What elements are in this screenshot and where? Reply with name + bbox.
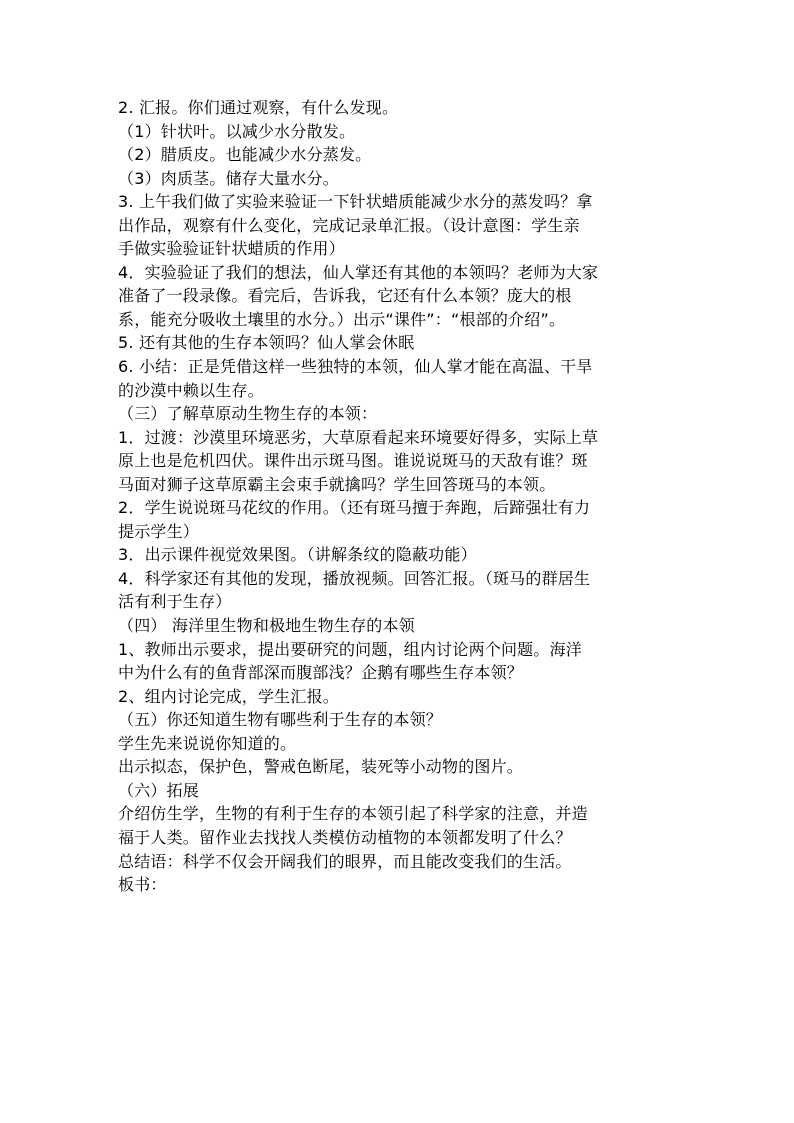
text-line: 6. 小结：正是凭借这样一些独特的本领，仙人掌才能在高温、干旱 — [118, 357, 593, 377]
section-heading: （四） 海洋里生物和极地生物生存的本领 — [118, 616, 415, 636]
text-line: 2．学生说说斑马花纹的作用。（还有斑马擅于奔跑，后蹄强壮有力 — [118, 498, 591, 518]
document-page — [118, 96, 678, 897]
text-line: 4．实验验证了我们的想法，仙人掌还有其他的本领吗？老师为大家 — [118, 262, 599, 282]
text-line: 马面对狮子这草原霸主会束手就擒吗？学生回答斑马的本领。 — [118, 474, 556, 494]
text-line: 提示学生） — [118, 521, 200, 541]
text-line: 2、组内讨论完成，学生汇报。 — [118, 686, 339, 706]
text-line: 准备了一段录像。看完后，告诉我，它还有什么本领？庞大的根 — [118, 286, 572, 306]
text-line: 原上也是危机四伏。课件出示斑马图。谁说说斑马的天敌有谁？斑 — [118, 451, 588, 471]
text-line: 5. 还有其他的生存本领吗？仙人掌会休眠 — [118, 333, 415, 353]
text-line: 1、教师出示要求，提出要研究的问题，组内讨论两个问题。海洋 — [118, 639, 582, 659]
text-line: （2）腊质皮。也能减少水分蒸发。 — [118, 145, 372, 165]
section-heading: （六）拓展 — [118, 780, 200, 800]
text-line: 总结语：科学不仅会开阔我们的眼界，而且能改变我们的生活。 — [118, 851, 572, 871]
text-line: 4．科学家还有其他的发现，播放视频。回答汇报。（斑马的群居生 — [118, 568, 591, 588]
text-line: 3. 上午我们做了实验来验证一下针状蜡质能减少水分的蒸发吗？拿 — [118, 192, 593, 212]
section-heading: （五）你还知道生物有哪些利于生存的本领？ — [118, 710, 443, 730]
text-line: 2. 汇报。你们通过观察，有什么发现。 — [118, 98, 399, 117]
text-line: 手做实验验证针状蜡质的作用） — [118, 239, 345, 259]
text-line: 板书： — [118, 875, 167, 895]
text-line: 3．出示课件视觉效果图。（讲解条纹的隐蔽功能） — [118, 545, 477, 565]
text-line: 出示拟态，保护色，警戒色断尾，装死等小动物的图片。 — [118, 757, 524, 777]
text-line: 的沙漠中赖以生存。 — [118, 380, 264, 400]
text-line: 出作品，观察有什么变化，完成记录单汇报。（设计意图：学生亲 — [118, 215, 580, 235]
text-line: （3）肉质茎。储存大量水分。 — [118, 168, 339, 188]
text-line: 系，能充分吸收土壤里的水分。）出示“课件”：“根部的介绍”。 — [118, 309, 566, 329]
text-line: 活有利于生存） — [118, 592, 232, 612]
text-line: （1）针状叶。以减少水分散发。 — [118, 121, 356, 141]
text-line: 介绍仿生学，生物的有利于生存的本领引起了科学家的注意，并造 — [118, 804, 588, 824]
section-heading: （三）了解草原动生物生存的本领： — [118, 404, 378, 424]
text-line: 福于人类。留作业去找找人类模仿动植物的本领都发明了什么？ — [118, 827, 572, 847]
text-line: 1．过渡：沙漠里环境恶劣，大草原看起来环境要好得多，实际上草 — [118, 427, 599, 447]
text-line: 中为什么有的鱼背部深而腹部浅？企鹅有哪些生存本领？ — [118, 663, 524, 683]
text-line: 学生先来说说你知道的。 — [118, 733, 297, 753]
